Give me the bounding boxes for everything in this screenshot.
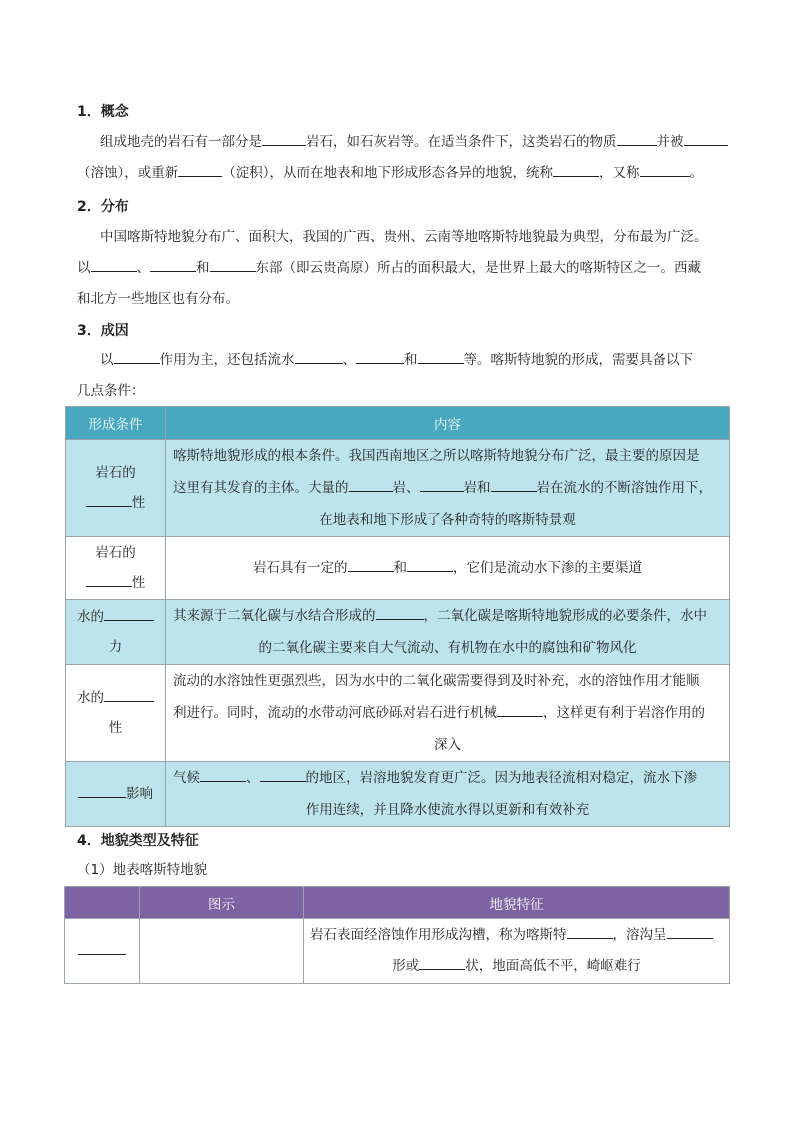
text: 性 — [108, 720, 123, 736]
text: 中国喀斯特地貌分布广、面积大，我国的广西、贵州、云南等地喀斯特地貌最为典型，分布最为广泛。 — [100, 229, 708, 245]
blank[interactable] — [420, 477, 464, 492]
text: ，溶沟呈 — [612, 927, 667, 943]
text: 岩在流水的不断溶蚀作用下， — [536, 480, 712, 496]
table-header-content: 内容 — [166, 407, 730, 440]
blank[interactable] — [491, 477, 537, 492]
text: 水的 — [77, 609, 104, 625]
blank[interactable] — [86, 492, 132, 507]
table-row — [66, 600, 730, 665]
blank[interactable] — [91, 257, 137, 272]
blank[interactable] — [178, 162, 222, 177]
text: 东部（即云贵高原）所占的面积最大，是世界上最大的喀斯特区之一。西藏 — [255, 260, 701, 276]
blank[interactable] — [104, 687, 154, 702]
blank[interactable] — [407, 557, 453, 572]
text: 在地表和地下形成了各种奇特的喀斯特景观 — [319, 512, 576, 528]
text: 作用为主，还包括流水 — [159, 352, 295, 368]
blank[interactable] — [497, 702, 543, 717]
blank[interactable] — [419, 955, 465, 970]
blank[interactable] — [356, 349, 404, 364]
text: 性 — [131, 495, 146, 511]
text: 作用连续，并且降水使流水得以更新和有效补充 — [305, 802, 590, 818]
text: 岩石的 — [95, 545, 136, 561]
text: （淀积），从而在地表和地下形成形态各异的地貌，统称 — [222, 165, 553, 181]
text: 和北方一些地区也有分布。 — [77, 291, 239, 307]
text: 水的 — [77, 690, 104, 706]
text: 岩和 — [463, 480, 491, 496]
section-title-landform-types: 4．地貌类型及特征 — [77, 833, 199, 849]
section-distribution-body — [77, 222, 737, 315]
text: 、 — [136, 260, 150, 276]
section-title-concept: 1．概念 — [77, 104, 129, 120]
table-row — [66, 537, 730, 600]
condition-cell — [66, 537, 166, 600]
text: 性 — [131, 575, 146, 591]
text: 和 — [404, 352, 418, 368]
text: 岩石表面经溶蚀作用形成沟槽，称为喀斯特 — [310, 927, 567, 943]
table-header-blank — [65, 887, 140, 919]
conditions-table — [65, 406, 730, 827]
blank[interactable] — [295, 349, 343, 364]
table-row — [66, 440, 730, 537]
blank[interactable] — [260, 767, 306, 782]
text: 岩石具有一定的 — [253, 560, 348, 576]
blank[interactable] — [78, 940, 126, 955]
subsection-title-surface-karst: （1）地表喀斯特地貌 — [77, 862, 208, 878]
text: 以 — [77, 260, 91, 276]
text: 深入 — [434, 737, 461, 753]
table-row — [66, 762, 730, 827]
text: 气候 — [173, 770, 200, 786]
blank[interactable] — [667, 924, 713, 939]
text: 岩、 — [392, 480, 420, 496]
text: ，这样更有利于岩溶作用的 — [543, 705, 705, 721]
blank[interactable] — [210, 257, 256, 272]
table-row — [66, 665, 730, 762]
table-row — [65, 919, 730, 984]
section-title-cause: 3．成因 — [77, 323, 129, 339]
text: 以 — [100, 352, 114, 368]
text: 并被 — [656, 134, 684, 150]
text: 和 — [393, 560, 407, 576]
blank[interactable] — [617, 131, 657, 146]
surface-karst-table — [64, 886, 730, 984]
blank[interactable] — [348, 557, 394, 572]
text: 形或 — [392, 958, 420, 974]
condition-cell — [66, 600, 166, 665]
blank[interactable] — [114, 349, 160, 364]
blank[interactable] — [262, 131, 306, 146]
landform-name-cell — [65, 919, 140, 984]
content-cell — [166, 600, 730, 665]
blank[interactable] — [200, 767, 246, 782]
text: （溶蚀），或重新 — [77, 165, 179, 181]
text: 力 — [108, 639, 123, 655]
blank[interactable] — [78, 783, 126, 798]
text: 影响 — [126, 786, 153, 802]
text: 。 — [689, 165, 703, 181]
text: 的地区，岩溶地貌发育更广泛。因为地表径流相对稳定，流水下渗 — [305, 770, 697, 786]
content-cell — [166, 665, 730, 762]
blank[interactable] — [684, 131, 728, 146]
text: 、 — [342, 352, 356, 368]
text: ，它们是流动水下渗的主要渠道 — [453, 560, 642, 576]
text: 组成地壳的岩石有一部分是 — [100, 134, 262, 150]
content-cell — [166, 440, 730, 537]
blank[interactable] — [640, 162, 690, 177]
blank[interactable] — [150, 257, 196, 272]
text: 其来源于二氧化碳与水结合形成的 — [173, 608, 376, 624]
condition-cell — [66, 762, 166, 827]
text: 这里有其发育的主体。大量的 — [173, 480, 349, 496]
blank[interactable] — [567, 924, 613, 939]
section-cause-body — [77, 345, 737, 407]
text: 喀斯特地貌形成的根本条件。我国西南地区之所以喀斯特地貌分布广泛，最主要的原因是 — [173, 448, 700, 464]
section-title-distribution: 2．分布 — [77, 199, 129, 215]
text: 、 — [246, 770, 260, 786]
text: 岩石的 — [95, 465, 136, 481]
text: ，又称 — [599, 165, 640, 181]
text: 岩石，如石灰岩等。在适当条件下，这类岩石的物质 — [306, 134, 617, 150]
diagram-cell — [140, 919, 304, 984]
blank[interactable] — [376, 605, 424, 620]
text: 状，地面高低不平，崎岖难行 — [465, 958, 641, 974]
text: 几点条件： — [77, 383, 145, 399]
text: 和 — [196, 260, 210, 276]
content-cell — [166, 537, 730, 600]
table-header-diagram: 图示 — [140, 887, 304, 919]
condition-cell — [66, 665, 166, 762]
condition-cell — [66, 440, 166, 537]
blank[interactable] — [349, 477, 393, 492]
blank[interactable] — [104, 606, 154, 621]
text: 等。喀斯特地貌的形成，需要具备以下 — [463, 352, 693, 368]
text: 流动的水溶蚀性更强烈些，因为水中的二氧化碳需要得到及时补充，水的溶蚀作用才能顺 — [173, 673, 700, 689]
text: 利进行。同时，流动的水带动河底砂砾对岩石进行机械 — [173, 705, 497, 721]
section-concept-body — [77, 127, 737, 189]
text: 的二氧化碳主要来自大气流动、有机物在水中的腐蚀和矿物风化 — [258, 640, 637, 656]
table-header-features: 地貌特征 — [304, 887, 730, 919]
blank[interactable] — [553, 162, 599, 177]
content-cell — [166, 762, 730, 827]
features-cell — [304, 919, 730, 984]
blank[interactable] — [86, 572, 132, 587]
text: ，二氧化碳是喀斯特地貌形成的必要条件，水中 — [423, 608, 707, 624]
table-header-condition: 形成条件 — [66, 407, 166, 440]
blank[interactable] — [418, 349, 464, 364]
